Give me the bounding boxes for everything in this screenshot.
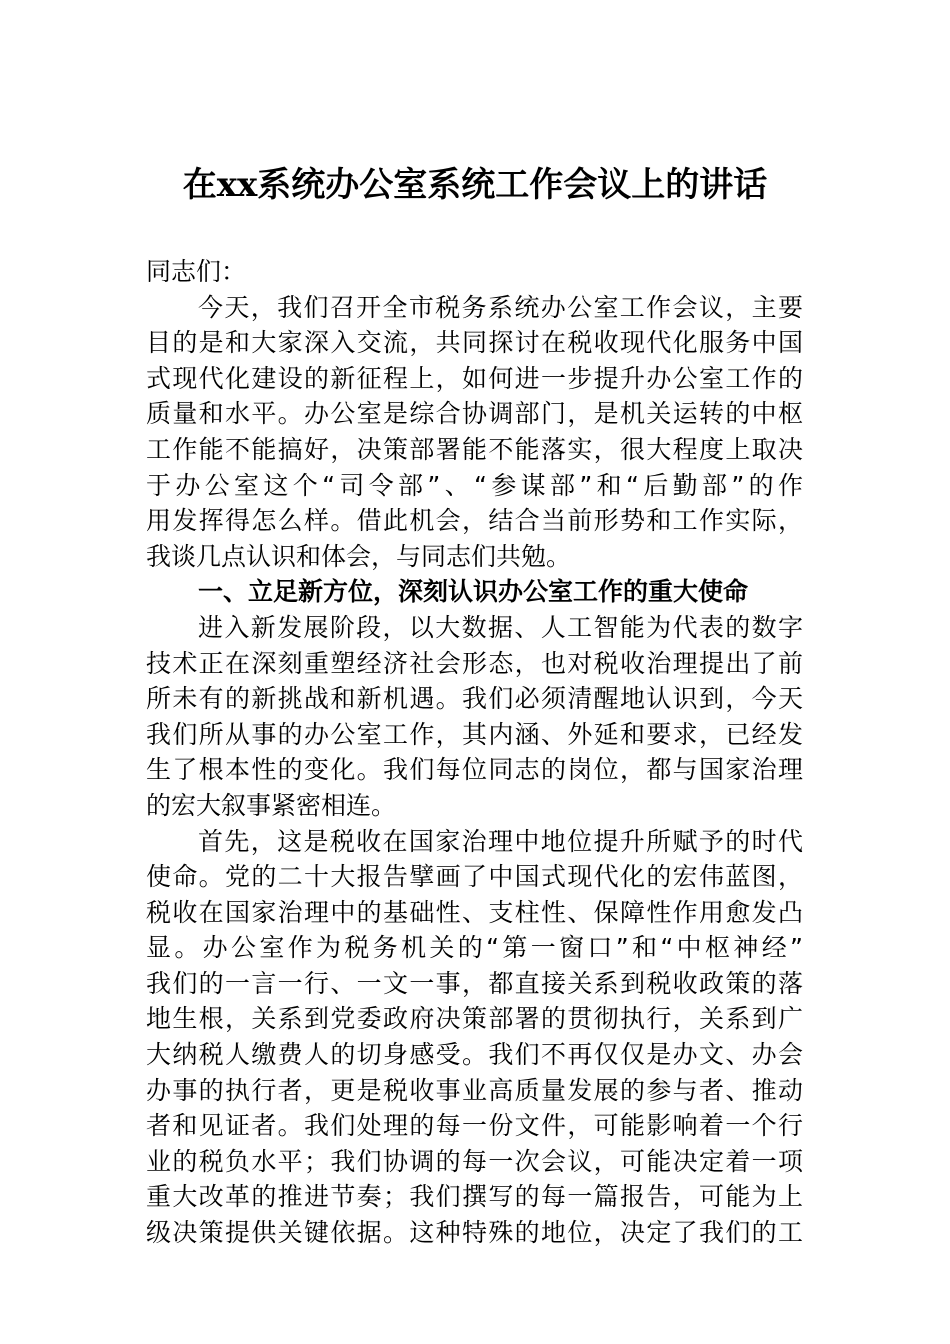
paragraph-line: 我们所从事的办公室工作，其内涵、外延和要求，已经发 [146, 719, 803, 749]
paragraph-line: 用发挥得怎么样。借此机会，结合当前形势和工作实际， [146, 506, 803, 536]
paragraph-line: 的宏大叙事紧密相连。 [146, 790, 397, 820]
paragraph-line: 进入新发展阶段，以大数据、人工智能为代表的数字 [198, 612, 803, 642]
paragraph-line: 大纳税人缴费人的切身感受。我们不再仅仅是办文、办会 [146, 1040, 803, 1070]
paragraph-line: 重大改革的推进节奏；我们撰写的每一篇报告，可能为上 [146, 1182, 803, 1212]
paragraph-line: 我们的一言一行、一文一事，都直接关系到税收政策的落 [146, 968, 803, 998]
paragraph-line: 式现代化建设的新征程上，如何进一步提升办公室工作的 [146, 363, 803, 393]
paragraph-line: 于办公室这个“司令部”、“参谋部”和“后勤部”的作 [146, 470, 803, 500]
paragraph-line: 目的是和大家深入交流，共同探讨在税收现代化服务中国 [146, 328, 803, 358]
paragraph-line: 生了根本性的变化。我们每位同志的岗位，都与国家治理 [146, 755, 803, 785]
document-title: 在xx系统办公室系统工作会议上的讲话 [182, 165, 768, 205]
paragraph-line: 首先，这是税收在国家治理中地位提升所赋予的时代 [198, 826, 803, 856]
paragraph-line: 业的税负水平；我们协调的每一次会议，可能决定着一项 [146, 1146, 803, 1176]
salutation: 同志们： [146, 257, 247, 286]
paragraph-line: 显。办公室作为税务机关的“第一窗口”和“中枢神经” [146, 933, 803, 963]
paragraph-line: 我谈几点认识和体会，与同志们共勉。 [146, 541, 572, 571]
paragraph-line: 使命。党的二十大报告擘画了中国式现代化的宏伟蓝图， [146, 862, 803, 892]
paragraph-line: 今天，我们召开全市税务系统办公室工作会议，主要 [198, 292, 803, 322]
paragraph-line: 工作能不能搞好，决策部署能不能落实，很大程度上取决 [146, 434, 803, 464]
paragraph-line: 技术正在深刻重塑经济社会形态，也对税收治理提出了前 [146, 648, 803, 678]
paragraph-line: 地生根，关系到党委政府决策部署的贯彻执行，关系到广 [146, 1004, 803, 1034]
paragraph-line: 者和见证者。我们处理的每一份文件，可能影响着一个行 [146, 1111, 803, 1141]
paragraph-line: 税收在国家治理中的基础性、支柱性、保障性作用愈发凸 [146, 897, 803, 927]
paragraph-line: 级决策提供关键依据。这种特殊的地位，决定了我们的工 [146, 1218, 803, 1248]
paragraph-line: 质量和水平。办公室是综合协调部门，是机关运转的中枢 [146, 399, 803, 429]
paragraph-line: 办事的执行者，更是税收事业高质量发展的参与者、推动 [146, 1075, 803, 1105]
paragraph-line: 所未有的新挑战和新机遇。我们必须清醒地认识到，今天 [146, 684, 803, 714]
document-body [146, 254, 803, 1251]
section-heading: 一、立足新方位，深刻认识办公室工作的重大使命 [198, 577, 749, 607]
